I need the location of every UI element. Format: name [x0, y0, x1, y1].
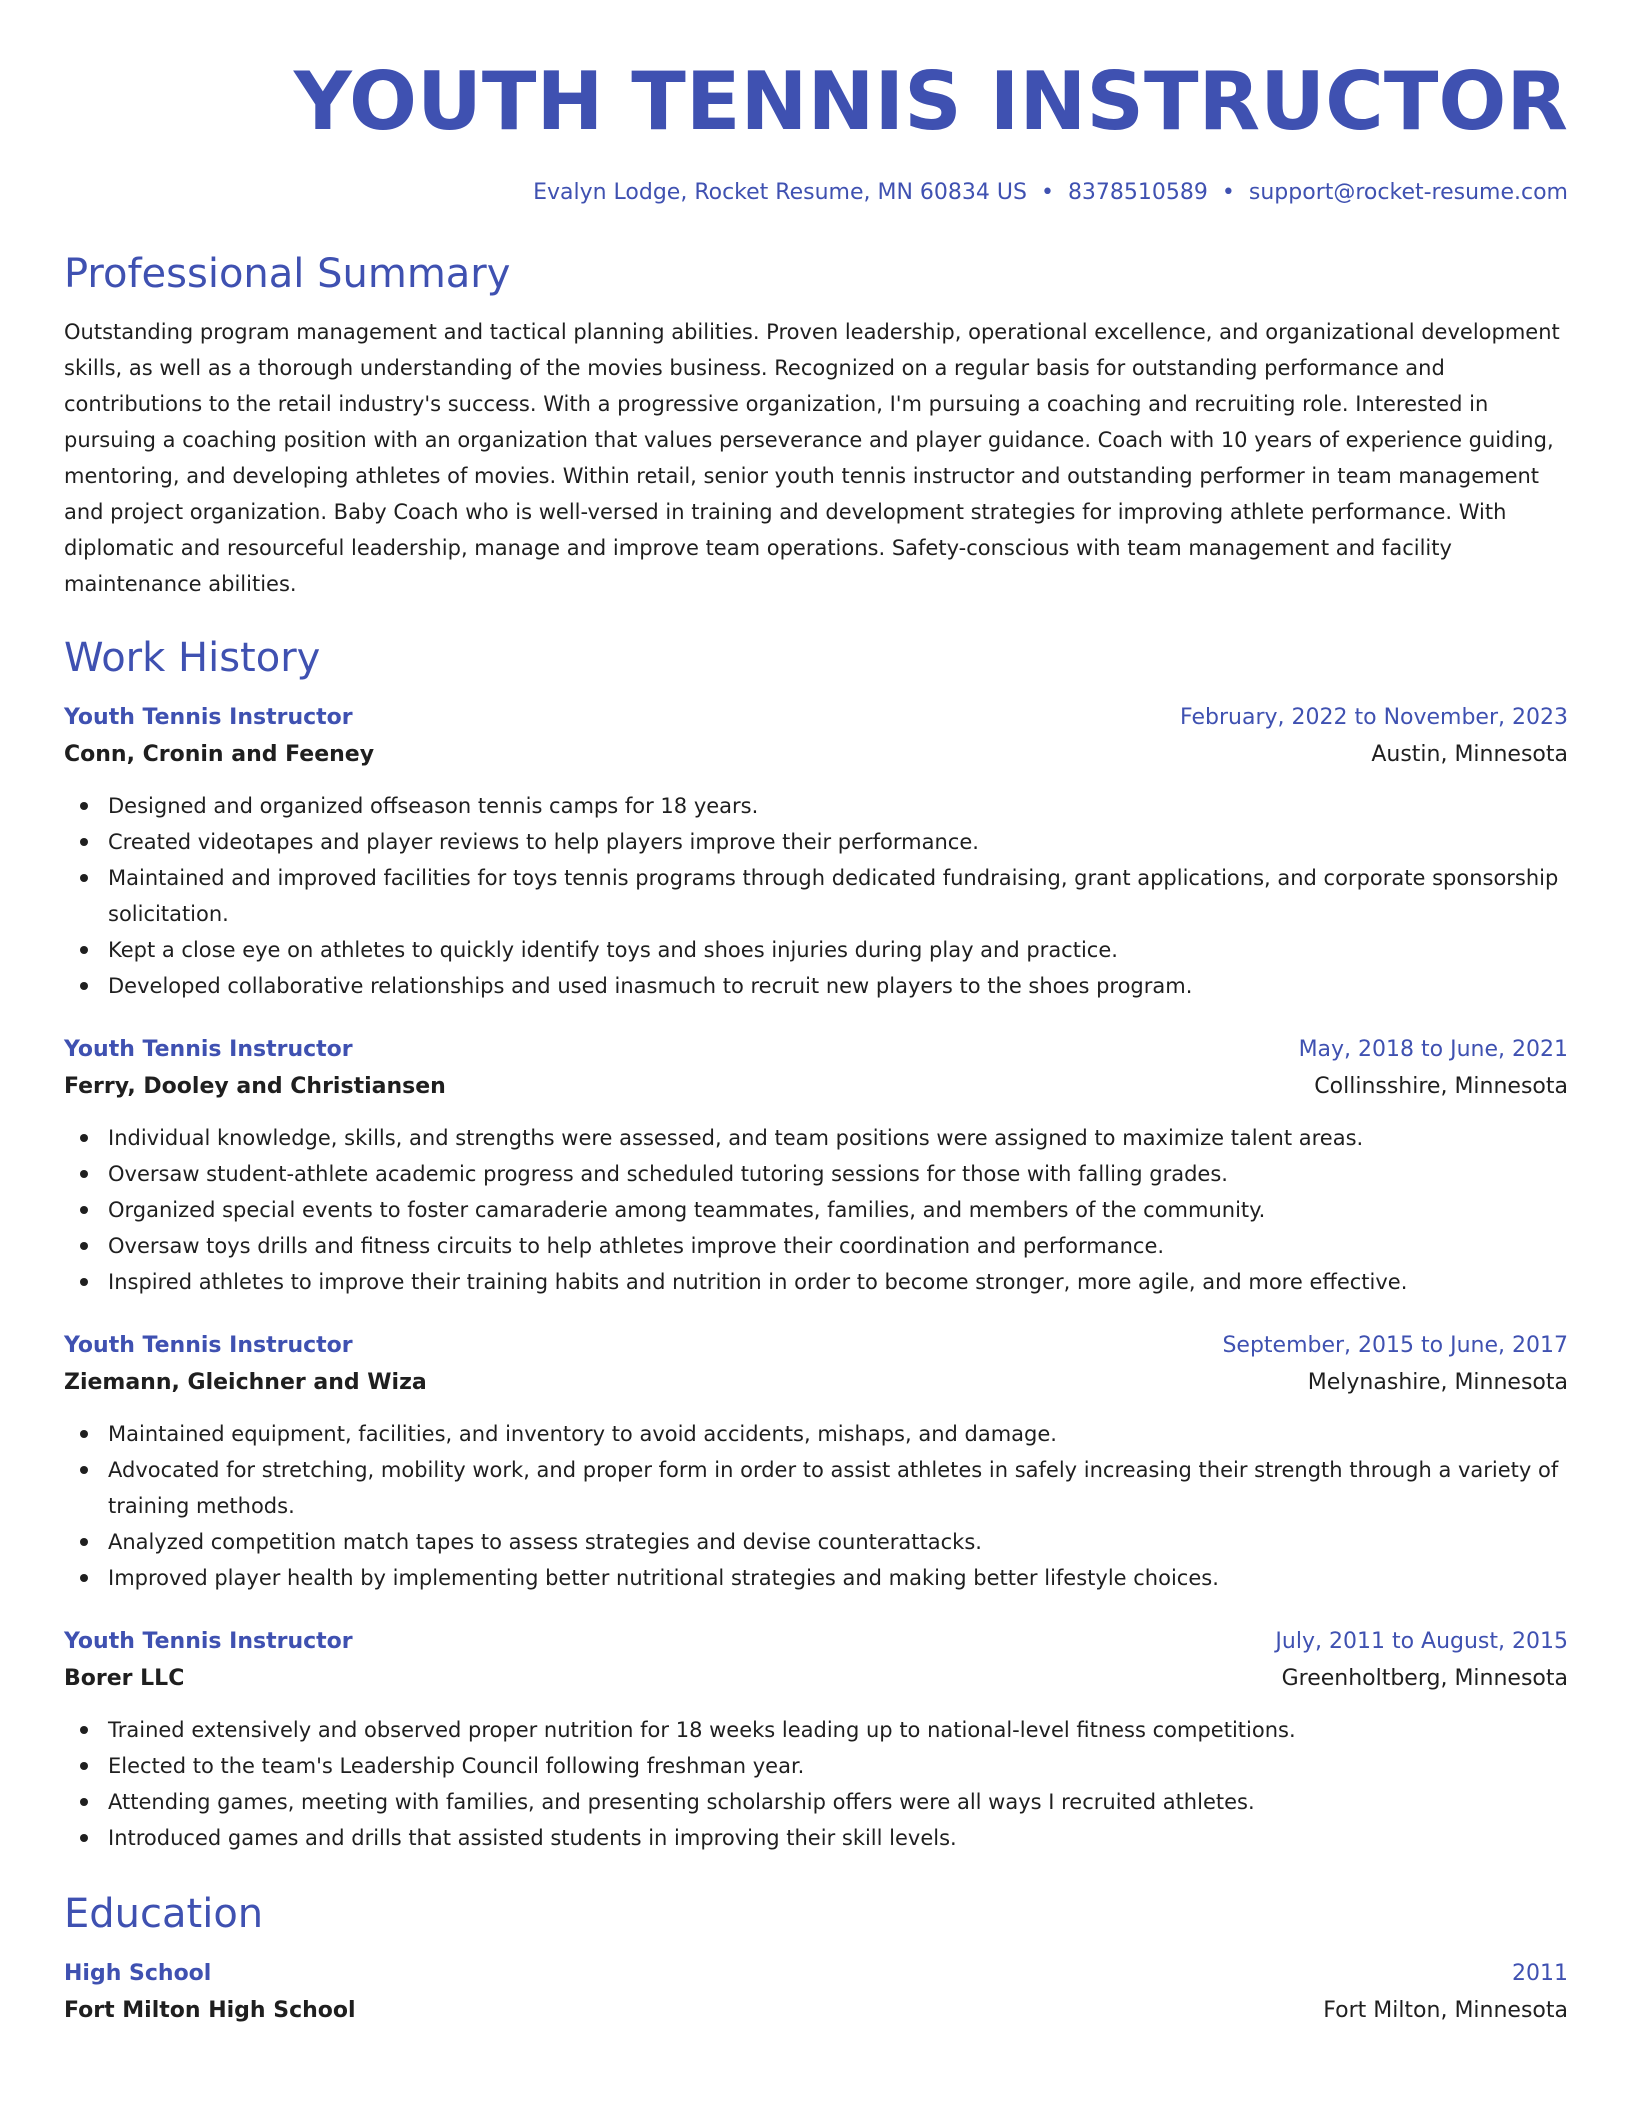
job-entry — [64, 1626, 1568, 1856]
job-role: Youth Tennis Instructor — [64, 1037, 353, 1062]
job-bullet: Maintained and improved facilities for toys tennis programs through dedicated fundraising, grant applications, and corporate sponsorship solicitation. — [64, 860, 1568, 932]
job-company: Borer LLC — [64, 1666, 185, 1691]
job-bullet: Organized special events to foster camaraderie among teammates, families, and members of the community. — [64, 1192, 1568, 1228]
education-year: 2011 — [1512, 1961, 1568, 1986]
job-bullet: Trained extensively and observed proper nutrition for 18 weeks leading up to national-level fitness competitions. — [64, 1712, 1568, 1748]
job-entry — [64, 1330, 1568, 1596]
job-bullet: Oversaw student-athlete academic progress and scheduled tutoring sessions for those with falling grades. — [64, 1156, 1568, 1192]
job-bullet: Analyzed competition match tapes to assess strategies and devise counterattacks. — [64, 1524, 1568, 1560]
summary-text: Outstanding program management and tactical planning abilities. Proven leadership, operational excellence, and organizational development skills, as well as a thorough understanding of the movies business. Recognized on a regular basis for outstanding performance and contributions to the retail industry's success. With a progressive organization, I'm pursuing a coaching and recruiting role. Interested in pursuing a coaching position with an organization that values perseverance and player guidance. Coach with 10 years of experience guiding, mentoring, and developing athletes of movies. Within retail, senior youth tennis instructor and outstanding performer in team management and project organization. Baby Coach who is well-versed in training and development strategies for improving athlete performance. With diplomatic and resourceful leadership, manage and improve team operations. Safety-conscious with team management and facility maintenance abilities. — [64, 320, 1560, 596]
job-bullet: Attending games, meeting with families, and presenting scholarship offers were all ways I recruited athletes. — [64, 1784, 1568, 1820]
job-location: Austin, Minnesota — [1371, 742, 1568, 767]
summary-heading: Professional Summary — [64, 251, 511, 297]
job-bullet: Individual knowledge, skills, and strengths were assessed, and team positions were assigned to maximize talent areas. — [64, 1120, 1568, 1156]
job-company: Ferry, Dooley and Christiansen — [64, 1074, 446, 1099]
job-bullet: Advocated for stretching, mobility work, and proper form in order to assist athletes in safely increasing their strength through a variety of training methods. — [64, 1452, 1568, 1524]
education-degree: High School — [64, 1961, 212, 1986]
job-company: Conn, Cronin and Feeney — [64, 742, 375, 767]
contact-address: Evalyn Lodge, Rocket Resume, MN 60834 US — [533, 180, 1027, 205]
job-bullets — [64, 1120, 1568, 1300]
job-bullet: Designed and organized offseason tennis camps for 18 years. — [64, 788, 1568, 824]
job-bullet: Introduced games and drills that assisted students in improving their skill levels. — [64, 1820, 1568, 1856]
job-role: Youth Tennis Instructor — [64, 1629, 353, 1654]
job-role: Youth Tennis Instructor — [64, 705, 353, 730]
job-bullet: Inspired athletes to improve their training habits and nutrition in order to become stronger, more agile, and more effective. — [64, 1264, 1568, 1300]
job-entry — [64, 1034, 1568, 1300]
job-dates: February, 2022 to November, 2023 — [1180, 705, 1568, 730]
job-location: Collinsshire, Minnesota — [1314, 1074, 1568, 1099]
job-bullet: Oversaw toys drills and fitness circuits to help athletes improve their coordination and performance. — [64, 1228, 1568, 1264]
job-entry — [64, 702, 1568, 1004]
work-history-heading: Work History — [64, 635, 321, 681]
job-dates: September, 2015 to June, 2017 — [1222, 1333, 1568, 1358]
job-bullet: Kept a close eye on athletes to quickly identify toys and shoes injuries during play and practice. — [64, 932, 1568, 968]
contact-email[interactable]: support@rocket-resume.com — [1248, 180, 1568, 205]
job-bullets — [64, 1712, 1568, 1856]
separator-dot: • — [1040, 180, 1054, 205]
contact-phone: 8378510589 — [1067, 180, 1208, 205]
resume-title: YOUTH TENNIS INSTRUCTOR — [293, 55, 1568, 148]
job-bullet: Developed collaborative relationships and used inasmuch to recruit new players to the shoes program. — [64, 968, 1568, 1004]
job-bullets — [64, 788, 1568, 1004]
resume-header — [64, 0, 1568, 208]
job-bullet: Created videotapes and player reviews to help players improve their performance. — [64, 824, 1568, 860]
job-bullet: Improved player health by implementing better nutritional strategies and making better lifestyle choices. — [64, 1560, 1568, 1596]
education-school: Fort Milton High School — [64, 1998, 356, 2023]
education-location: Fort Milton, Minnesota — [1323, 1998, 1568, 2023]
education-entry — [64, 1958, 1568, 2028]
job-company: Ziemann, Gleichner and Wiza — [64, 1370, 427, 1395]
contact-line — [64, 178, 1568, 208]
job-bullets — [64, 1416, 1568, 1596]
education-heading: Education — [64, 1891, 264, 1937]
job-role: Youth Tennis Instructor — [64, 1333, 353, 1358]
job-location: Greenholtberg, Minnesota — [1281, 1666, 1568, 1691]
job-bullet: Maintained equipment, facilities, and inventory to avoid accidents, mishaps, and damage. — [64, 1416, 1568, 1452]
job-location: Melynashire, Minnesota — [1307, 1370, 1568, 1395]
job-bullet: Elected to the team's Leadership Council following freshman year. — [64, 1748, 1568, 1784]
job-dates: July, 2011 to August, 2015 — [1275, 1629, 1568, 1654]
job-dates: May, 2018 to June, 2021 — [1298, 1037, 1568, 1062]
separator-dot: • — [1221, 180, 1235, 205]
